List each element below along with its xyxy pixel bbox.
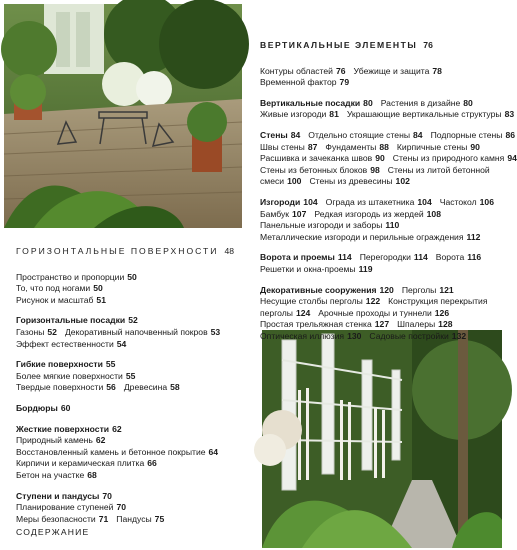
- toc-group: [260, 252, 500, 275]
- section-title: ГОРИЗОНТАЛЬНЫЕ ПОВЕРХНОСТИ: [16, 246, 219, 256]
- toc-entry-title: Кирпичные стены: [396, 141, 468, 152]
- toc-page-number: 84: [290, 129, 301, 140]
- toc-entry-title: Ограда из штакетника: [325, 196, 415, 207]
- toc-line: [260, 264, 500, 276]
- toc-entry-title: Перегородки: [359, 252, 411, 263]
- toc-subsection-title: Стены: [260, 129, 288, 140]
- toc-line: [16, 327, 246, 339]
- toc-entry-title: Несущие столбы перголы: [260, 296, 363, 307]
- toc-line: [16, 447, 246, 459]
- toc-group: [260, 285, 500, 343]
- toc-entry-title: Декоративный напочвенный покров: [64, 326, 208, 337]
- toc-line: [16, 403, 246, 415]
- toc-section-vertical: [260, 40, 517, 342]
- toc-group: [16, 403, 246, 415]
- toc-page-number: 124: [295, 307, 311, 318]
- toc-entry-title: Садовые постройки: [369, 330, 449, 341]
- toc-line: [260, 296, 500, 308]
- toc-subsection-title: Жесткие поверхности: [16, 423, 110, 434]
- toc-entry-title: Пандусы: [116, 513, 152, 524]
- toc-page-number: 55: [125, 370, 136, 381]
- toc-entry-title: Планирование ступеней: [16, 502, 114, 513]
- toc-entry-title: Рисунок и масштаб: [16, 294, 94, 305]
- toc-entry-title: Меры безопасности: [16, 513, 96, 524]
- toc-page-number: 79: [339, 77, 350, 88]
- page-footer-title: СОДЕРЖАНИЕ: [16, 527, 90, 537]
- toc-groups: [260, 65, 517, 343]
- toc-entry-title: Стены из бетонных блоков: [260, 164, 368, 175]
- toc-line: [16, 514, 246, 526]
- toc-page-number: 52: [128, 315, 138, 326]
- toc-page-number: 120: [379, 284, 394, 295]
- toc-page-number: 80: [363, 97, 373, 108]
- toc-entry-title: Кирпичи и керамическая плитка: [16, 458, 145, 469]
- toc-entry-title: Газоны: [16, 326, 45, 337]
- toc-page-number: 106: [479, 196, 494, 207]
- toc-entry-title: Простая трельяжная стенка: [260, 319, 372, 330]
- toc-page-number: 94: [507, 153, 517, 164]
- toc-line: [16, 458, 246, 470]
- toc-subsection-title: Горизонтальные посадки: [16, 315, 126, 326]
- toc-page-number: 54: [116, 338, 127, 349]
- section-heading-horizontal: [16, 246, 246, 258]
- toc-entry-title: Древесина: [123, 382, 168, 393]
- toc-page-number: 108: [426, 208, 441, 219]
- toc-line: [16, 491, 246, 503]
- toc-line: [260, 165, 500, 177]
- toc-page-number: 51: [96, 294, 106, 305]
- toc-line: [16, 283, 246, 295]
- toc-page-number: 64: [208, 446, 219, 457]
- toc-entry-title: Более мягкие поверхности: [16, 370, 123, 381]
- toc-page-number: 81: [329, 109, 339, 120]
- toc-entry-title: Стены из древесины: [309, 176, 393, 187]
- toc-line: [260, 109, 515, 121]
- toc-page-number: 70: [116, 502, 126, 513]
- toc-entry-title: Эффект естественности: [16, 338, 114, 349]
- section-page: 48: [224, 246, 235, 256]
- toc-entry-title: Фундаменты: [325, 141, 377, 152]
- toc-page-number: 66: [147, 458, 157, 469]
- toc-group: [16, 359, 246, 394]
- toc-entry-title: Решетки и окна-проемы: [260, 263, 356, 274]
- toc-entry-title: Природный камень: [16, 435, 93, 446]
- toc-page-number: 104: [417, 196, 432, 207]
- toc-group: [16, 491, 246, 526]
- toc-page-number: 62: [95, 435, 106, 446]
- toc-page-number: 58: [170, 382, 180, 393]
- toc-page-number: 53: [210, 326, 221, 337]
- toc-page-number: 50: [127, 271, 137, 282]
- toc-entry-title: Растения в дизайне: [380, 97, 461, 108]
- toc-entry-title: Убежище и защита: [353, 65, 430, 76]
- garden-deck-photo: [4, 4, 242, 228]
- toc-line: [16, 371, 246, 383]
- toc-line: [16, 315, 246, 327]
- toc-page-number: 127: [374, 319, 390, 330]
- toc-page-number: 112: [466, 231, 481, 242]
- toc-line: [16, 339, 246, 351]
- toc-entry-title: Ворота: [435, 252, 465, 263]
- toc-group: [16, 424, 246, 482]
- toc-page-number: 84: [413, 129, 423, 140]
- toc-group: [16, 315, 246, 350]
- toc-entry-title: Редкая изгородь из жердей: [314, 208, 424, 219]
- toc-page-number: 100: [287, 176, 302, 187]
- toc-subsection-title: Вертикальные посадки: [260, 97, 361, 108]
- toc-group: [260, 129, 517, 188]
- toc-line: [16, 359, 246, 371]
- toc-entry-title: Шпалеры: [397, 319, 436, 330]
- toc-line: [260, 77, 500, 89]
- toc-entry-title: Металлические изгороди и перильные ограждения: [260, 231, 464, 242]
- toc-line: [260, 142, 500, 154]
- toc-line: [260, 331, 500, 343]
- toc-page-number: 110: [385, 220, 400, 231]
- toc-subsection-title: Изгороди: [260, 196, 301, 207]
- toc-groups: [16, 272, 246, 526]
- toc-page-number: 114: [413, 252, 428, 263]
- toc-entry-title: Живые изгороди: [260, 109, 327, 120]
- toc-entry-title: Швы стены: [260, 141, 305, 152]
- toc-entry-title: Украшающие вертикальные структуры: [346, 109, 502, 120]
- toc-entry-title: Частокол: [439, 196, 477, 207]
- toc-page-number: 56: [106, 382, 116, 393]
- toc-page-number: 62: [112, 423, 122, 434]
- toc-line: [16, 295, 246, 307]
- toc-group: [260, 197, 500, 243]
- toc-entry-title: Отдельно стоящие стены: [308, 129, 410, 140]
- toc-page-number: 102: [395, 176, 410, 187]
- toc-page-number: 70: [102, 490, 112, 501]
- toc-group: [260, 97, 515, 121]
- toc-subsection-title: Бордюры: [16, 402, 58, 413]
- toc-page-number: 60: [60, 402, 71, 413]
- section-title: ВЕРТИКАЛЬНЫЕ ЭЛЕМЕНТЫ: [260, 40, 418, 50]
- toc-entry-title: То, что под ногами: [16, 283, 91, 294]
- toc-line: [260, 232, 500, 244]
- toc-page-number: 52: [47, 326, 57, 337]
- toc-entry-title: Пространство и пропорции: [16, 271, 125, 282]
- toc-entry-title: Перголы: [401, 284, 437, 295]
- toc-subsection-title: Ступени и пандусы: [16, 490, 100, 501]
- toc-entry-title: Восстановленный камень и бетонное покрытие: [16, 446, 206, 457]
- toc-line: [260, 98, 500, 110]
- toc-entry-title: Твердые поверхности: [16, 382, 104, 393]
- toc-group: [260, 66, 500, 89]
- toc-page-number: 114: [337, 252, 352, 263]
- toc-page-number: 71: [98, 513, 109, 524]
- toc-entry-title: Оптическая иллюзия: [260, 330, 345, 341]
- toc-entry-title: Арочные проходы и туннели: [318, 307, 432, 318]
- toc-entry-title: Подпорные стены: [430, 129, 503, 140]
- toc-entry-title: перголы: [260, 307, 293, 318]
- toc-line: [260, 252, 500, 264]
- toc-page-number: 132: [451, 330, 467, 341]
- toc-page-number: 116: [467, 252, 482, 263]
- toc-line: [16, 382, 246, 394]
- toc-line: [260, 220, 500, 232]
- toc-line: [260, 153, 517, 165]
- toc-line: [260, 319, 500, 331]
- toc-page-number: 75: [154, 513, 165, 524]
- toc-entry-title: Расшивка и зачеканка швов: [260, 153, 373, 164]
- toc-line: [16, 470, 246, 482]
- toc-line: [260, 285, 500, 297]
- toc-page-number: 88: [379, 141, 389, 152]
- toc-entry-title: Контуры областей: [260, 65, 333, 76]
- toc-entry-title: Временной фактор: [260, 77, 337, 88]
- toc-page-number: 128: [438, 319, 453, 330]
- toc-subsection-title: Ворота и проемы: [260, 252, 335, 263]
- toc-entry-title: Стены из природного камня: [392, 153, 505, 164]
- toc-page-number: 130: [347, 330, 362, 341]
- toc-subsection-title: Декоративные сооружения: [260, 284, 377, 295]
- toc-entry-title: Конструкция перекрытия: [388, 296, 488, 307]
- toc-line: [260, 66, 500, 78]
- toc-line: [260, 308, 500, 320]
- toc-page-number: 119: [358, 263, 373, 274]
- toc-entry-title: Панельные изгороди и заборы: [260, 220, 383, 231]
- toc-entry-title: смеси: [260, 176, 285, 187]
- toc-line: [16, 272, 246, 284]
- toc-page-number: 76: [335, 65, 346, 76]
- toc-line: [260, 209, 500, 221]
- toc-entry-title: Стены из литой бетонной: [387, 164, 490, 175]
- toc-page-number: 83: [504, 109, 515, 120]
- toc-line: [16, 424, 246, 436]
- section-page: 76: [423, 40, 433, 50]
- toc-page-number: 122: [365, 296, 381, 307]
- toc-page-number: 86: [505, 129, 516, 140]
- section-heading-vertical: [260, 40, 500, 52]
- toc-page-number: 55: [105, 359, 116, 370]
- toc-line: [16, 502, 246, 514]
- toc-page-number: 90: [375, 153, 385, 164]
- toc-page-number: 50: [93, 283, 103, 294]
- toc-page-number: 98: [370, 164, 380, 175]
- toc-page-number: 78: [432, 65, 442, 76]
- toc-page-number: 107: [292, 208, 307, 219]
- toc-page-number: 121: [439, 284, 454, 295]
- toc-section-horizontal: [16, 246, 246, 525]
- toc-page-number: 90: [470, 141, 480, 152]
- toc-page-number: 68: [87, 469, 97, 480]
- toc-entry-title: Бамбук: [260, 208, 290, 219]
- toc-entry-title: Бетон на участке: [16, 469, 85, 480]
- toc-subsection-title: Гибкие поверхности: [16, 359, 103, 370]
- toc-line: [260, 176, 500, 188]
- white-fence-path-photo: [262, 330, 502, 548]
- toc-line: [16, 435, 246, 447]
- toc-group: [16, 272, 246, 307]
- toc-line: [260, 197, 500, 209]
- toc-page-number: 80: [463, 97, 473, 108]
- toc-page-number: 104: [303, 196, 318, 207]
- toc-page-number: 126: [434, 307, 450, 318]
- toc-page-number: 87: [307, 141, 318, 152]
- toc-line: [260, 129, 516, 142]
